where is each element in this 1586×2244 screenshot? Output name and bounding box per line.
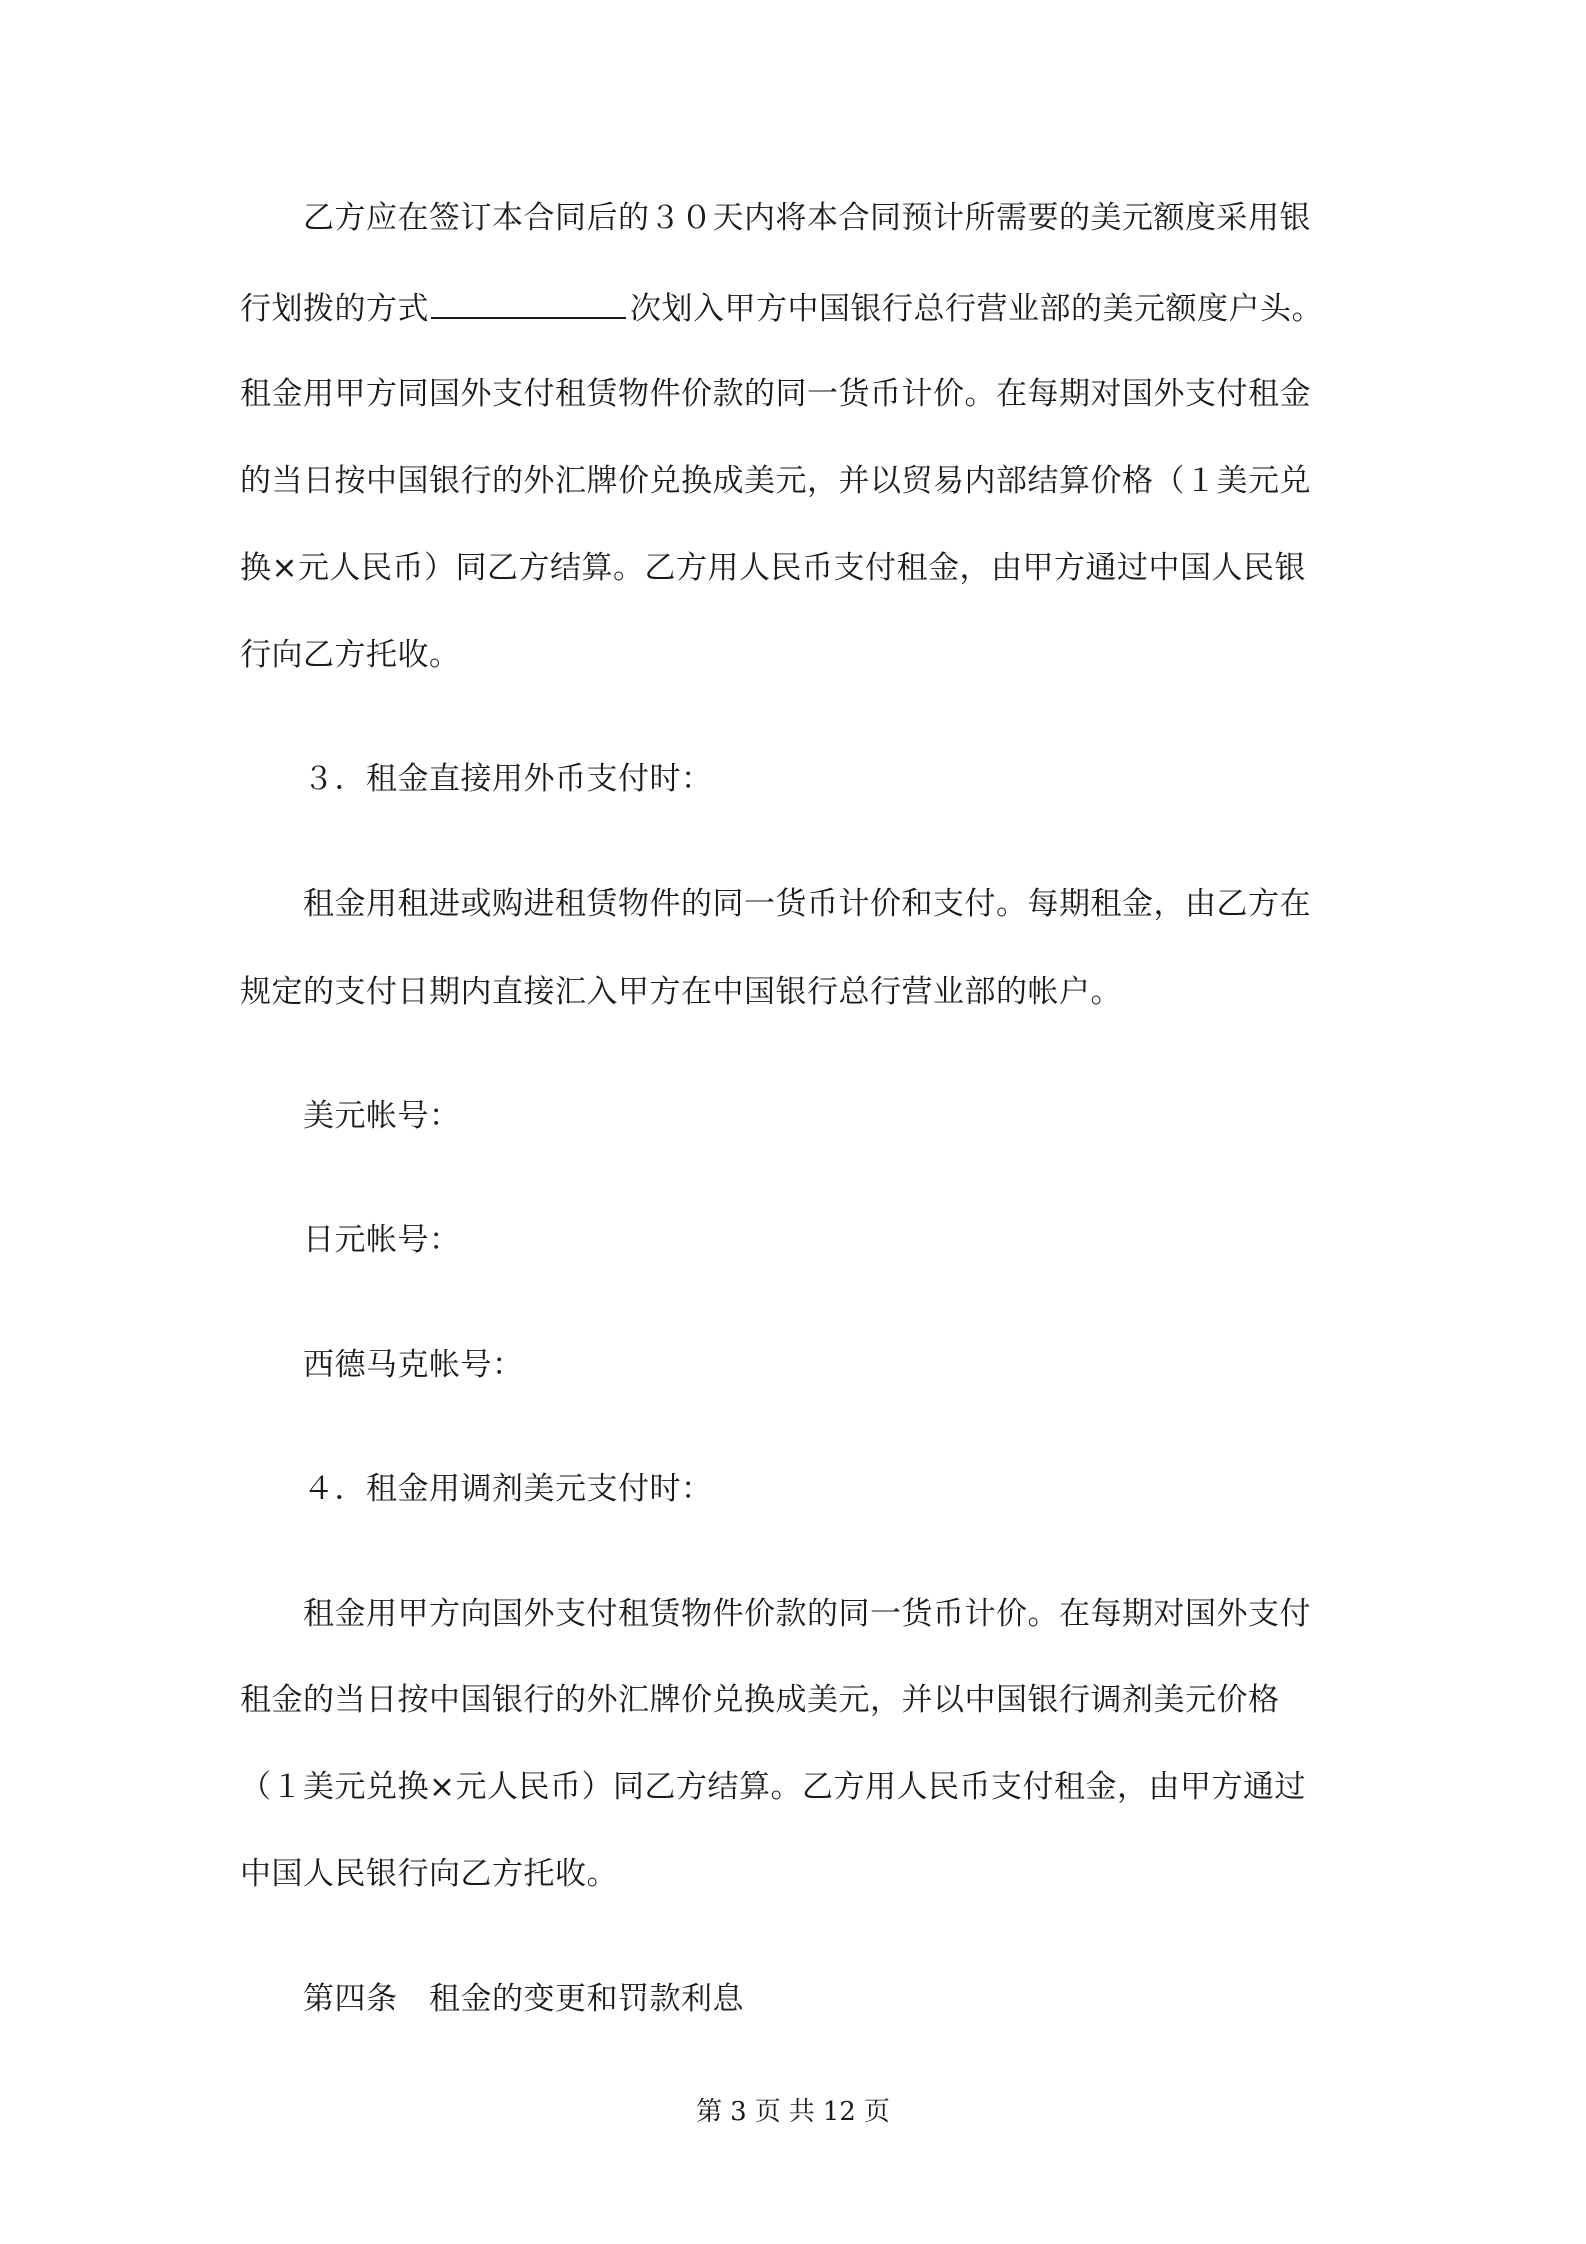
- paragraph-1-line-2-before: 行划拨的方式: [240, 291, 429, 327]
- paragraph-1-line-3: 租金用甲方同国外支付租赁物件价款的同一货币计价。在每期对国外支付租金: [240, 376, 1311, 412]
- paragraph-1-line-5: 换×元人民币）同乙方结算。乙方用人民币支付租金，由甲方通过中国人民银: [240, 550, 1306, 586]
- paragraph-1-line-1: 乙方应在签订本合同后的３０天内将本合同预计所需要的美元额度采用银: [303, 200, 1311, 236]
- dem-account-label: 西德马克帐号：: [303, 1347, 524, 1383]
- item-3-heading: ３．租金直接用外币支付时：: [303, 761, 713, 797]
- fill-in-blank: [431, 287, 626, 319]
- usd-account-label: 美元帐号：: [303, 1098, 461, 1134]
- paragraph-3-line-3: （１美元兑换×元人民币）同乙方结算。乙方用人民币支付租金，由甲方通过: [240, 1769, 1306, 1805]
- footer-total-word: 共: [788, 2097, 815, 2127]
- paragraph-1-line-2-after: 次划入甲方中国银行总行营业部的美元额度户头。: [630, 291, 1323, 327]
- article-4-heading: 第四条 租金的变更和罚款利息: [303, 1981, 744, 2017]
- paragraph-3-line-1: 租金用甲方向国外支付租赁物件价款的同一货币计价。在每期对国外支付: [303, 1596, 1311, 1632]
- footer-page-number: 3: [730, 2097, 747, 2127]
- footer-page-word: 页: [754, 2097, 781, 2127]
- jpy-account-label: 日元帐号：: [303, 1222, 461, 1258]
- paragraph-1-line-6: 行向乙方托收。: [240, 637, 461, 673]
- paragraph-1-line-4: 的当日按中国银行的外汇牌价兑换成美元，并以贸易内部结算价格（１美元兑: [240, 463, 1311, 499]
- item-4-heading: ４．租金用调剂美元支付时：: [303, 1471, 713, 1507]
- paragraph-2-line-1: 租金用租进或购进租赁物件的同一货币计价和支付。每期租金，由乙方在: [303, 886, 1311, 922]
- footer-prefix: 第: [696, 2097, 723, 2127]
- paragraph-1-line-2: [240, 287, 1323, 329]
- paragraph-2-line-2: 规定的支付日期内直接汇入甲方在中国银行总行营业部的帐户。: [240, 974, 1122, 1010]
- paragraph-3-line-2: 租金的当日按中国银行的外汇牌价兑换成美元，并以中国银行调剂美元价格: [240, 1682, 1280, 1718]
- page-footer: [0, 2094, 1586, 2130]
- footer-total-pages: 12: [822, 2097, 856, 2127]
- footer-suffix: 页: [863, 2097, 890, 2127]
- paragraph-3-line-4: 中国人民银行向乙方托收。: [240, 1856, 618, 1892]
